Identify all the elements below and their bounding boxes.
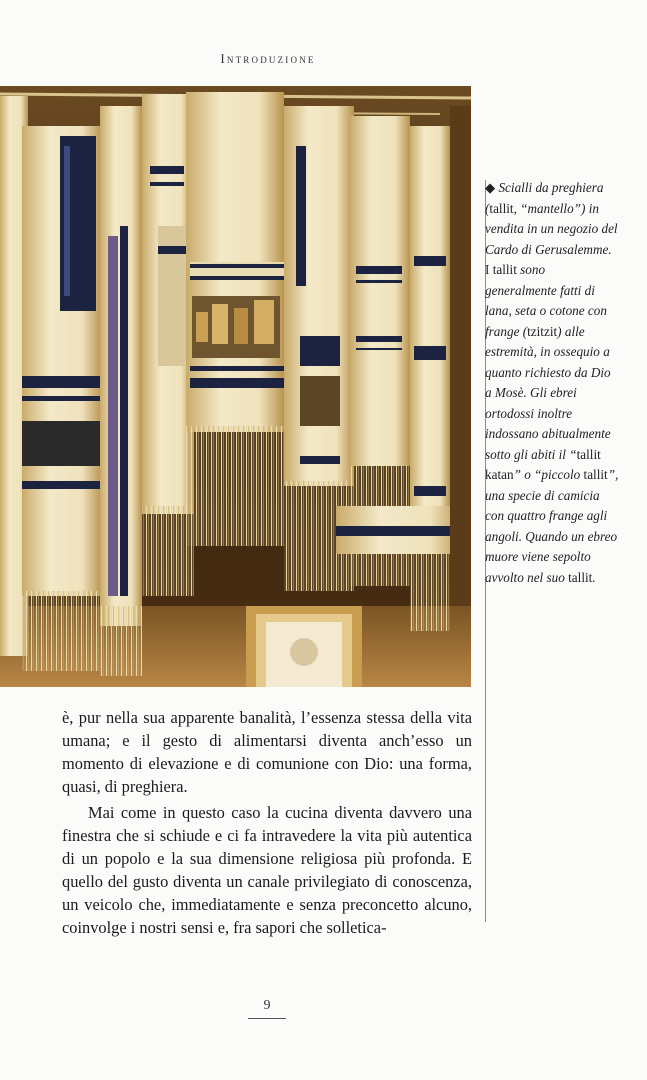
caption-run: ” o “piccolo <box>513 467 584 482</box>
photo-caption <box>485 178 619 588</box>
caption-term: I tallit <box>485 262 517 277</box>
caption-text <box>485 180 618 585</box>
tallit-shop-photo <box>0 86 471 687</box>
caption-run: . <box>592 569 596 585</box>
body-paragraph: è, pur nella sua apparente banalità, l’essenza stessa della vita umana; e il gesto di alimentarsi diventa anch’esso un momento di elevazione e di comunione con Dio: una forma, quasi, di preghiera. <box>62 708 472 796</box>
caption-run: ”, una specie di camicia con quattro frange agli angoli. Quando un ebreo muore viene sepolto avvolto nel suo <box>485 467 619 585</box>
caption-run: , “mantello”) in vendita in un negozio del Cardo di Gerusalemme. <box>485 200 618 257</box>
body-paragraph: Mai come in questo caso la cucina diventa davvero una finestra che si schiude e ci fa intravedere la vita più autentica di un popolo e la sua dimensione religiosa più profonda. E quello del gusto diventa un canale privilegiato di conoscenza, un veicolo che, immediatamente e senza preconcetto alcuno, coinvolge i nostri sensi e, fra sapori che solletica- <box>62 803 472 937</box>
caption-run: Scialli da preghiera ( <box>485 180 604 216</box>
page-number: 9 <box>263 998 271 1013</box>
caption-term: tallit katan <box>485 446 601 482</box>
caption-term: tallit <box>583 467 608 482</box>
caption-run: ) alle estremità, in ossequio a quanto richiesto da Dio a Mosè. Gli ebrei ortodossi inoltre indossano abitualmente sotto gli abiti il “ <box>485 323 611 462</box>
caption-bullet: ◆ <box>485 180 496 195</box>
body-text <box>62 706 472 942</box>
running-header: Introduzione <box>220 51 316 66</box>
caption-term: tallit <box>568 569 593 585</box>
caption-term: tallit <box>489 200 514 216</box>
caption-run: sono generalmente fatti di lana, seta o cotone con frange ( <box>485 262 607 339</box>
page-number-rule <box>248 1018 286 1019</box>
caption-term: tzitzit <box>527 323 558 339</box>
